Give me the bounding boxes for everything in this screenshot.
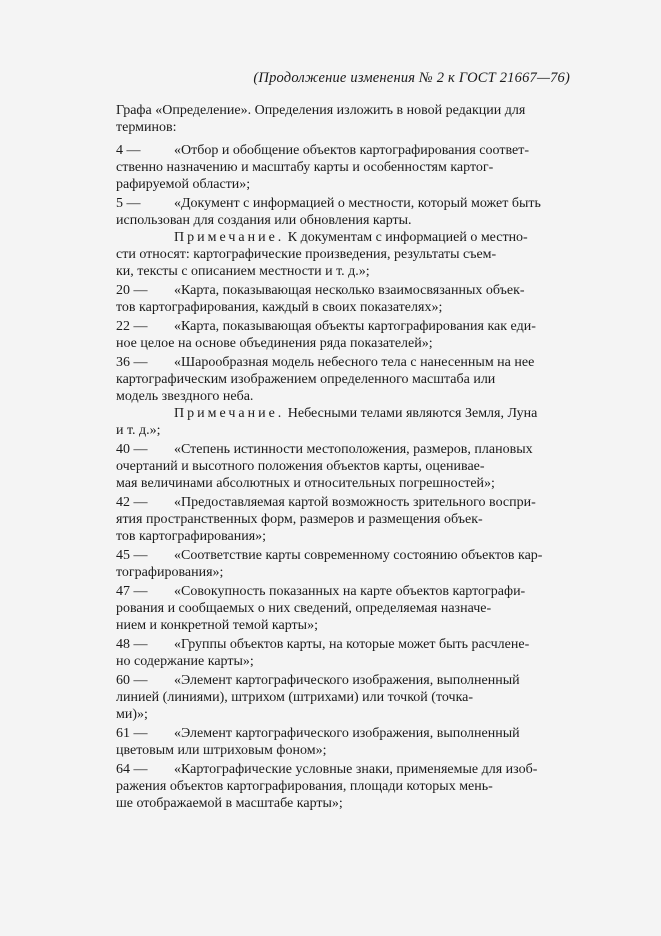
definition-line: модель звездного неба. [116, 389, 254, 404]
definition-line: очертаний и высотного положения объектов карты, оценивае- [116, 459, 485, 474]
definition-entry [116, 195, 568, 280]
term-number: 45 — [116, 548, 148, 563]
intro-line: Графа «Определение». Определения изложить в новой редакции для [116, 103, 526, 118]
definition-text [116, 636, 568, 670]
document-body [116, 102, 568, 814]
definition-line: «Элемент картографического изображения, выполненный [174, 673, 520, 688]
definition-line: ше отображаемой в масштабе карты»; [116, 796, 343, 811]
definition-entry [116, 725, 568, 759]
definition-line: ное целое на основе объединения ряда показателей»; [116, 336, 433, 351]
definition-text [116, 441, 568, 492]
definition-entry [116, 583, 568, 634]
note-line: ки, тексты с описанием местности и т. д.»; [116, 264, 370, 279]
definition-line: «Документ с информацией о местности, который может быть [174, 196, 541, 211]
definition-line: ражения объектов картографирования, площади которых мень- [116, 779, 493, 794]
note-label: Примечание. [174, 230, 285, 245]
definition-text [116, 142, 568, 193]
definition-text [116, 547, 568, 581]
definition-text [116, 725, 568, 759]
note-label: Примечание. [174, 406, 285, 421]
definition-line: тов картографирования, каждый в своих показателях»; [116, 300, 443, 315]
definition-text [116, 761, 568, 812]
definition-entry [116, 441, 568, 492]
definition-line: использован для создания или обновления карты. [116, 213, 412, 228]
term-number: 61 — [116, 726, 148, 741]
term-number: 5 — [116, 196, 141, 211]
definition-text [116, 583, 568, 634]
definition-text [116, 318, 568, 352]
definition-entry [116, 282, 568, 316]
definition-text [116, 354, 568, 439]
page-header: (Продолжение изменения № 2 к ГОСТ 21667—76) [253, 70, 570, 86]
definition-entry [116, 494, 568, 545]
definition-line: мая величинами абсолютных и относительных погрешностей»; [116, 476, 495, 491]
definition-line: но содержание карты»; [116, 654, 254, 669]
note-line: Примечание. К документам с информацией о местно- [174, 230, 528, 245]
definition-line: «Шарообразная модель небесного тела с нанесенным на нее [174, 355, 535, 370]
definition-line: ятия пространственных форм, размеров и размещения объек- [116, 512, 483, 527]
term-number: 48 — [116, 637, 148, 652]
definition-line: «Карта, показывающая несколько взаимосвязанных объек- [174, 283, 525, 298]
definition-line: «Элемент картографического изображения, выполненный [174, 726, 520, 741]
definition-text [116, 672, 568, 723]
intro-line: терминов: [116, 120, 177, 135]
definition-line: картографическим изображением определенного масштаба или [116, 372, 496, 387]
term-number: 36 — [116, 355, 148, 370]
definition-line: «Картографические условные знаки, применяемые для изоб- [174, 762, 538, 777]
term-number: 60 — [116, 673, 148, 688]
note-line: и т. д.»; [116, 423, 161, 438]
note-line: сти относят: картографические произведения, результаты съем- [116, 247, 497, 262]
definition-text [116, 282, 568, 316]
intro-paragraph [116, 102, 568, 136]
definition-text [116, 494, 568, 545]
term-number: 20 — [116, 283, 148, 298]
definition-line: «Соответствие карты современному состоянию объектов кар- [174, 548, 543, 563]
definition-line: «Карта, показывающая объекты картографирования как еди- [174, 319, 536, 334]
term-number: 22 — [116, 319, 148, 334]
term-number: 47 — [116, 584, 148, 599]
definition-text [116, 195, 568, 280]
definition-line: «Степень истинности местоположения, размеров, плановых [174, 442, 533, 457]
definition-line: тов картографирования»; [116, 529, 267, 544]
definition-entry [116, 761, 568, 812]
definition-line: нием и конкретной темой карты»; [116, 618, 318, 633]
term-number: 42 — [116, 495, 148, 510]
definition-entry [116, 318, 568, 352]
definition-line: рования и сообщаемых о них сведений, определяемая назначе- [116, 601, 492, 616]
definition-line: «Отбор и обобщение объектов картографирования соответ- [174, 143, 529, 158]
definition-line: «Группы объектов карты, на которые может быть расчлене- [174, 637, 530, 652]
definition-line: ми)»; [116, 707, 148, 722]
definition-line: рафируемой области»; [116, 177, 251, 192]
definition-entry [116, 547, 568, 581]
definition-line: ственно назначению и масштабу карты и особенностям картог- [116, 160, 494, 175]
definition-line: линией (линиями), штрихом (штрихами) или точкой (точка- [116, 690, 474, 705]
term-number: 64 — [116, 762, 148, 777]
note-line: Примечание. Небесными телами являются Земля, Луна [174, 406, 538, 421]
definition-entry [116, 636, 568, 670]
definition-entry [116, 142, 568, 193]
definition-line: «Совокупность показанных на карте объектов картографи- [174, 584, 526, 599]
definition-line: цветовым или штриховым фоном»; [116, 743, 327, 758]
definition-entry [116, 354, 568, 439]
definition-entry [116, 672, 568, 723]
definition-line: «Предоставляемая картой возможность зрительного воспри- [174, 495, 536, 510]
term-number: 40 — [116, 442, 148, 457]
definitions-list [116, 142, 568, 812]
term-number: 4 — [116, 143, 141, 158]
definition-line: тографирования»; [116, 565, 224, 580]
